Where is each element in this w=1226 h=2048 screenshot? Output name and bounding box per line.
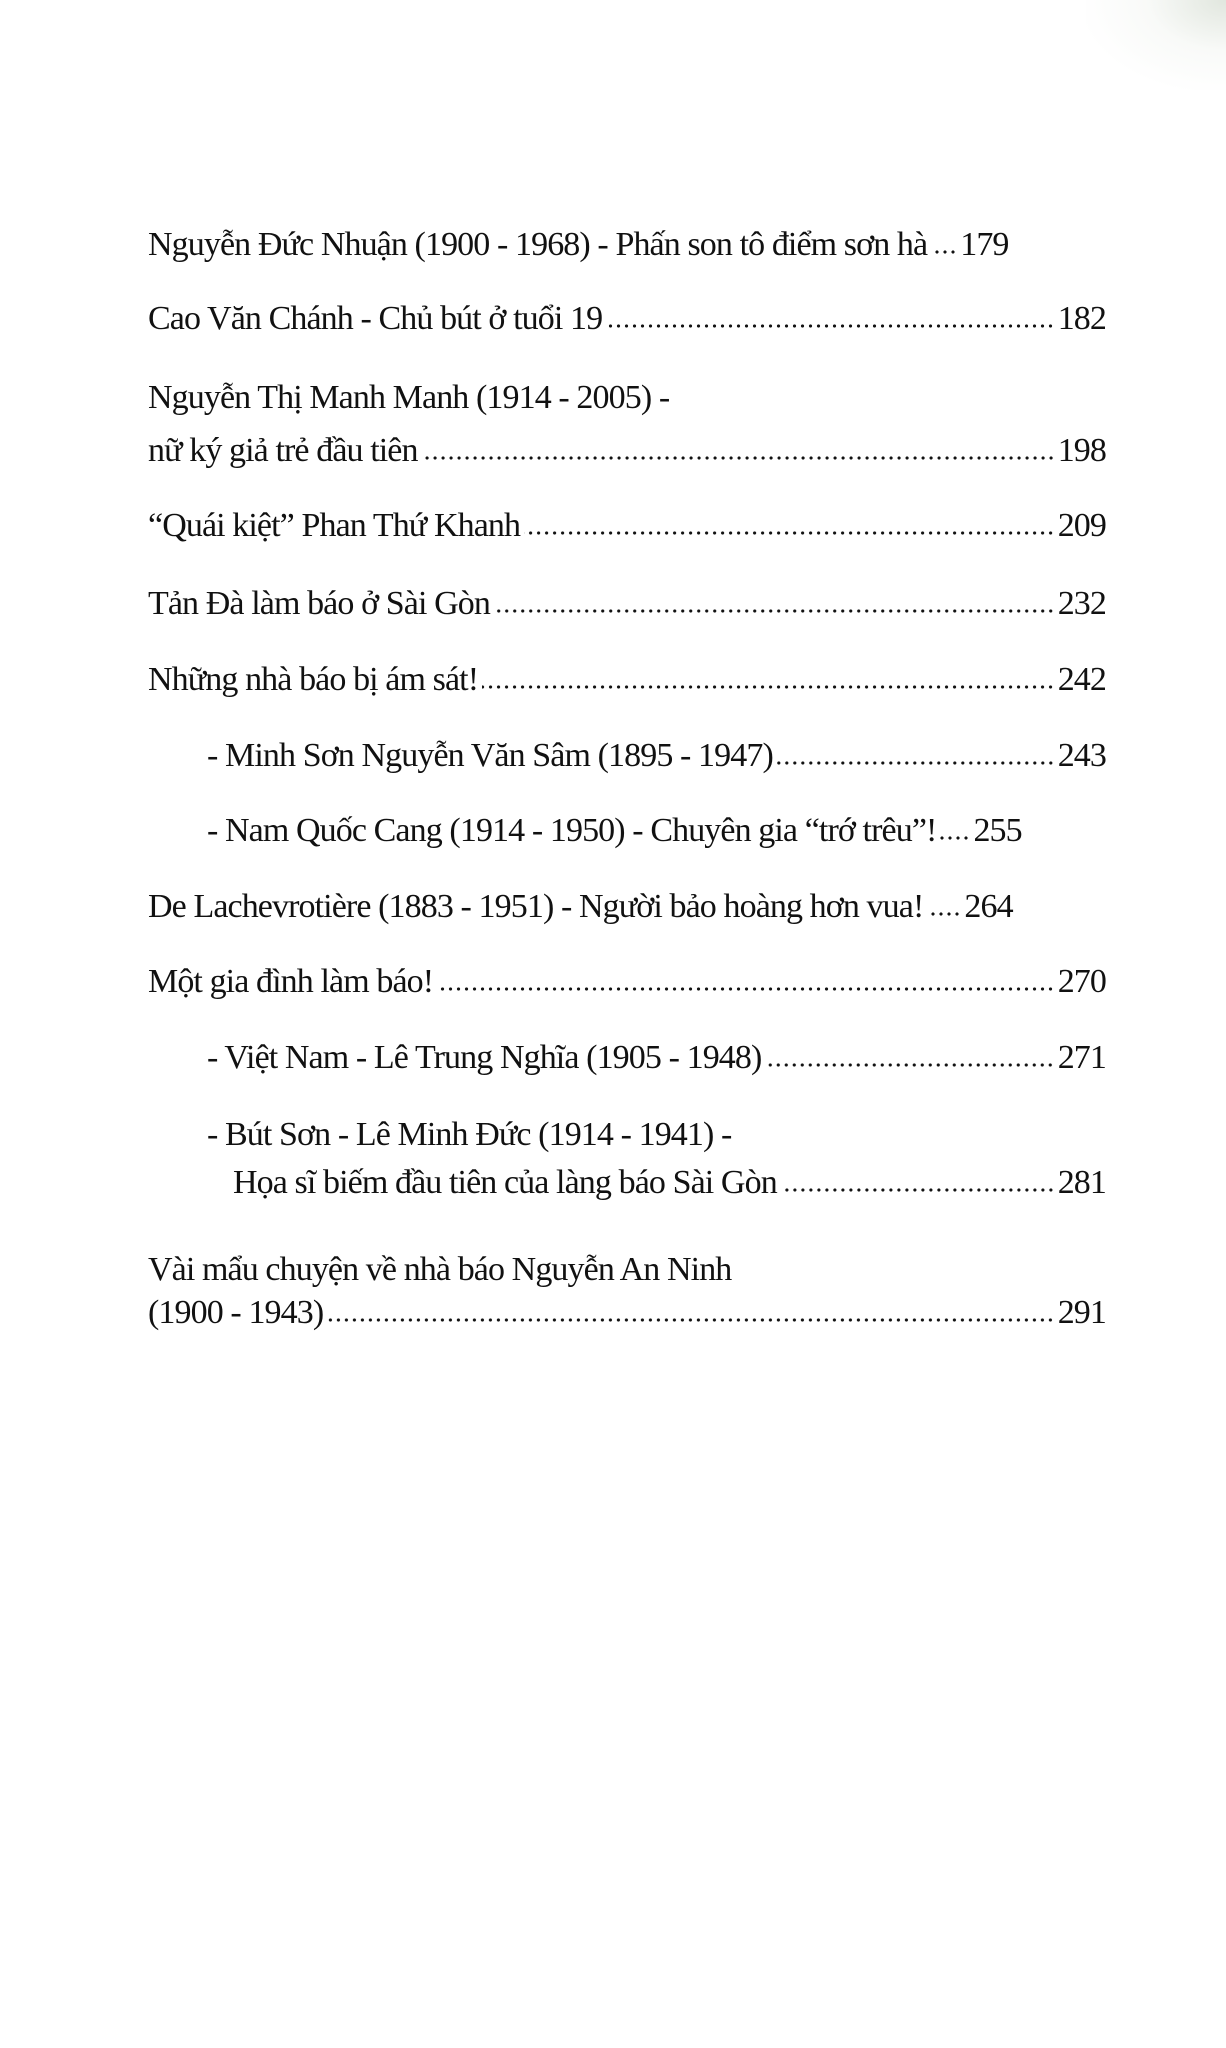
toc-entry-line-1[interactable] — [148, 371, 1106, 415]
toc-entry-page: 179 — [960, 226, 1009, 263]
toc-entry-title: “Quái kiệt” Phan Thứ Khanh — [148, 507, 521, 544]
toc-subentry-line-1[interactable] — [207, 1108, 1106, 1152]
toc-entry-line-2[interactable] — [148, 424, 1106, 468]
toc-entry-page: 182 — [1057, 300, 1106, 337]
dot-leader — [524, 530, 1055, 536]
toc-entry-page: 270 — [1057, 963, 1106, 1000]
toc-entry-title: Tản Đà làm báo ở Sài Gòn — [148, 585, 490, 622]
toc-entry[interactable] — [148, 955, 1106, 999]
toc-entry-title: Cao Văn Chánh - Chủ bút ở tuổi 19 — [148, 300, 603, 337]
toc-entry[interactable] — [148, 653, 1106, 697]
toc-entry-title: - Bút Sơn - Lê Minh Đức (1914 - 1941) - — [207, 1116, 732, 1153]
dot-leader — [940, 835, 970, 841]
toc-entry-page: 232 — [1057, 585, 1106, 622]
toc-entry-line-2[interactable] — [148, 1286, 1106, 1330]
dot-leader — [927, 911, 961, 917]
toc-entry-page: 243 — [1057, 737, 1106, 774]
dot-leader — [931, 249, 957, 255]
toc-entry-title: - Minh Sơn Nguyễn Văn Sâm (1895 - 1947) — [207, 737, 773, 774]
page-edge-shading — [1086, 0, 1226, 90]
toc-entry-title-continued: (1900 - 1943) — [148, 1294, 324, 1331]
toc-entry-title: Nguyễn Đức Nhuận (1900 - 1968) - Phấn son tô điểm sơn hà — [148, 226, 928, 263]
dot-leader — [606, 323, 1055, 329]
toc-entry-title: Vài mẩu chuyện về nhà báo Nguyễn An Ninh — [148, 1251, 732, 1288]
dot-leader — [494, 608, 1055, 614]
dot-leader — [437, 986, 1055, 992]
toc-entry-title-continued: Họa sĩ biếm đầu tiên của làng báo Sài Gòn — [233, 1164, 777, 1201]
toc-entry-title: Một gia đình làm báo! — [148, 963, 434, 1000]
toc-entry-title-continued: nữ ký giả trẻ đầu tiên — [148, 432, 418, 469]
toc-entry-page: 242 — [1057, 661, 1106, 698]
toc-entry[interactable] — [148, 880, 1106, 924]
dot-leader — [765, 1062, 1054, 1068]
toc-entry[interactable] — [148, 577, 1106, 621]
toc-subentry[interactable] — [207, 729, 1106, 773]
toc-entry-title: Những nhà báo bị ám sát! — [148, 661, 479, 698]
dot-leader — [781, 1187, 1055, 1193]
toc-entry-title: - Việt Nam - Lê Trung Nghĩa (1905 - 1948) — [207, 1039, 762, 1076]
toc-entry[interactable] — [148, 499, 1106, 543]
toc-entry-page: 255 — [973, 812, 1022, 849]
dot-leader — [327, 1317, 1054, 1323]
toc-entry-line-1[interactable] — [148, 1243, 1106, 1287]
toc-subentry-line-2[interactable] — [233, 1156, 1106, 1200]
toc-entry-page: 291 — [1057, 1294, 1106, 1331]
toc-entry-page: 264 — [964, 888, 1013, 925]
toc-entry-title: - Nam Quốc Cang (1914 - 1950) - Chuyên gia “trớ trêu”! — [207, 812, 937, 849]
dot-leader — [777, 760, 1055, 766]
toc-subentry[interactable] — [207, 804, 1106, 848]
toc-entry-page: 209 — [1057, 507, 1106, 544]
toc-subentry[interactable] — [207, 1031, 1106, 1075]
toc-entry-page: 271 — [1057, 1039, 1106, 1076]
toc-entry[interactable] — [148, 292, 1106, 336]
toc-entry-page: 198 — [1057, 432, 1106, 469]
dot-leader — [422, 455, 1055, 461]
toc-entry[interactable] — [148, 218, 1106, 262]
toc-entry-page: 281 — [1057, 1164, 1106, 1201]
dot-leader — [482, 684, 1055, 690]
toc-entry-title: De Lachevrotière (1883 - 1951) - Người bảo hoàng hơn vua! — [148, 888, 924, 925]
toc-entry-title: Nguyễn Thị Manh Manh (1914 - 2005) - — [148, 379, 670, 416]
